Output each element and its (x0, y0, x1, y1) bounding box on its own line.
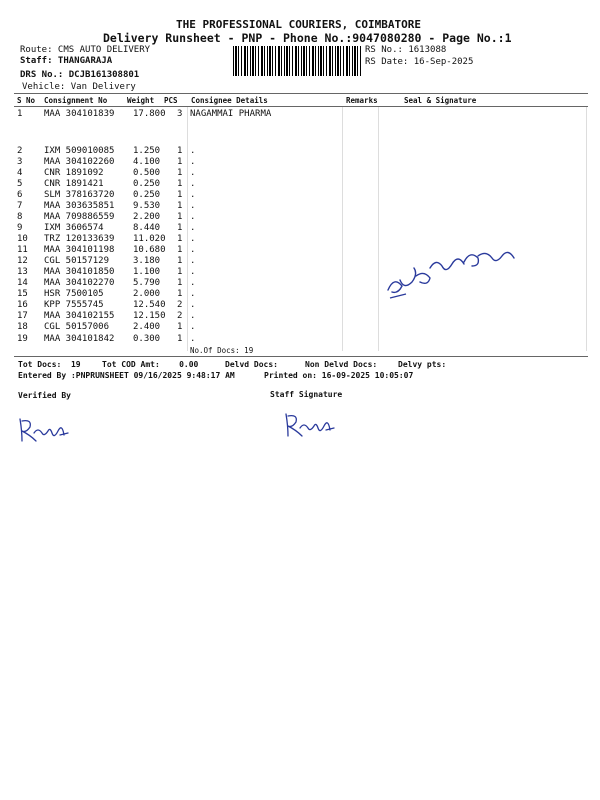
row-sno: 12 (17, 256, 28, 266)
row-consignee: . (190, 168, 196, 178)
total-docs: Tot Docs: 19 (18, 360, 81, 369)
row-pcs: 1 (177, 234, 183, 244)
row-consignee: . (190, 311, 196, 321)
row-sno: 5 (17, 179, 23, 189)
col-sno: S No (17, 96, 36, 105)
staff-signature-label: Staff Signature (270, 390, 343, 399)
row-sno: 11 (17, 245, 28, 255)
row-consignment-no: CNR 1891092 (44, 168, 104, 178)
table-header (0, 96, 600, 106)
table-row (0, 109, 600, 120)
row-consignment-no: TRZ 120133639 (44, 234, 115, 244)
row-sno: 18 (17, 322, 28, 332)
table-row (0, 190, 600, 201)
row-pcs: 1 (177, 168, 183, 178)
row-sno: 1 (17, 109, 23, 119)
row-consignee: . (190, 223, 196, 233)
row-consignee: . (190, 190, 196, 200)
row-pcs: 1 (177, 267, 183, 277)
total-cod-amount: Tot COD Amt: 0.00 (102, 360, 199, 369)
row-consignee: . (190, 278, 196, 288)
row-sno: 7 (17, 201, 23, 211)
non-delivered-docs: Non Delvd Docs: (305, 360, 378, 369)
delivery-points: Delvy pts: (398, 360, 447, 369)
header-top-rule (14, 93, 588, 94)
row-consignment-no: CGL 50157129 (44, 256, 110, 266)
row-pcs: 1 (177, 256, 183, 266)
row-pcs: 1 (177, 223, 183, 233)
row-consignment-no: MAA 304102260 (44, 157, 115, 167)
row-pcs: 1 (177, 146, 183, 156)
staff-label: Staff: THANGARAJA (20, 56, 113, 66)
row-sno: 6 (17, 190, 23, 200)
row-consignee: . (190, 212, 196, 222)
verifier-signature (16, 415, 76, 445)
row-weight: 2.000 (133, 289, 161, 299)
row-weight: 11.020 (133, 234, 166, 244)
table-bottom-rule (14, 356, 588, 357)
delivered-docs: Delvd Docs: (225, 360, 278, 369)
row-weight: 1.250 (133, 146, 161, 156)
row-consignment-no: HSR 7500105 (44, 289, 104, 299)
row-consignment-no: IXM 509010085 (44, 146, 115, 156)
row-weight: 12.540 (133, 300, 166, 310)
staff-signature (282, 410, 342, 440)
row-pcs: 3 (177, 109, 183, 119)
row-weight: 12.150 (133, 311, 166, 321)
row-pcs: 1 (177, 190, 183, 200)
row-sno: 17 (17, 311, 28, 321)
row-consignment-no: MAA 709886559 (44, 212, 115, 222)
row-pcs: 1 (177, 322, 183, 332)
row-weight: 17.800 (133, 109, 166, 119)
row-pcs: 1 (177, 157, 183, 167)
row-pcs: 1 (177, 179, 183, 189)
row-sno: 3 (17, 157, 23, 167)
runsheet-subtitle: Delivery Runsheet - PNP - Phone No.:9047080280 - Page No.:1 (103, 31, 512, 45)
route-label: Route: CMS AUTO DELIVERY (20, 45, 151, 55)
company-title: THE PROFESSIONAL COURIERS, COIMBATORE (176, 18, 422, 31)
row-weight: 3.180 (133, 256, 161, 266)
row-consignment-no: MAA 304101850 (44, 267, 115, 277)
row-consignee: . (190, 234, 196, 244)
barcode-image (233, 46, 361, 76)
col-consignee: Consignee Details (191, 96, 268, 105)
row-consignee: . (190, 267, 196, 277)
verified-by-label: Verified By (18, 391, 71, 400)
row-consignment-no: MAA 304102270 (44, 278, 115, 288)
row-weight: 0.250 (133, 190, 161, 200)
table-row (0, 212, 600, 223)
row-weight: 1.100 (133, 267, 161, 277)
row-consignee: . (190, 289, 196, 299)
drs-number: DRS No.: DCJB161308801 (20, 70, 140, 80)
row-pcs: 1 (177, 245, 183, 255)
row-sno: 10 (17, 234, 28, 244)
row-pcs: 2 (177, 300, 183, 310)
row-consignment-no: MAA 304101842 (44, 334, 115, 344)
row-consignee: . (190, 300, 196, 310)
table-row (0, 168, 600, 179)
row-consignee: . (190, 256, 196, 266)
no-of-docs: No.Of Docs: 19 (190, 346, 254, 355)
row-consignment-no: SLM 378163720 (44, 190, 115, 200)
row-consignment-no: MAA 304101198 (44, 245, 115, 255)
row-consignment-no: CNR 1891421 (44, 179, 104, 189)
rs-number: RS No.: 1613088 (365, 45, 447, 55)
col-remarks: Remarks (346, 96, 378, 105)
row-sno: 16 (17, 300, 28, 310)
row-sno: 4 (17, 168, 23, 178)
row-consignee: . (190, 201, 196, 211)
handwritten-remark-signature (380, 228, 530, 308)
table-row (0, 157, 600, 168)
row-consignee: . (190, 334, 196, 344)
table-row (0, 179, 600, 190)
entered-by: Entered By :PNPRUNSHEET 09/16/2025 9:48:17 AM (18, 371, 235, 380)
row-weight: 4.100 (133, 157, 161, 167)
row-weight: 0.300 (133, 334, 161, 344)
header-bottom-rule (14, 106, 588, 107)
row-sno: 14 (17, 278, 28, 288)
row-consignee: . (190, 157, 196, 167)
row-weight: 10.680 (133, 245, 166, 255)
row-pcs: 1 (177, 278, 183, 288)
row-weight: 2.400 (133, 322, 161, 332)
col-signature: Seal & Signature (404, 96, 477, 105)
rs-date: RS Date: 16-Sep-2025 (365, 57, 474, 67)
row-consignee: . (190, 179, 196, 189)
table-row (0, 322, 600, 333)
row-weight: 8.440 (133, 223, 161, 233)
row-sno: 9 (17, 223, 23, 233)
row-consignee: . (190, 322, 196, 332)
row-consignee: . (190, 146, 196, 156)
row-sno: 19 (17, 334, 28, 344)
row-weight: 0.250 (133, 179, 161, 189)
row-weight: 2.200 (133, 212, 161, 222)
col-pcs: PCS (164, 96, 178, 105)
row-sno: 15 (17, 289, 28, 299)
table-row (0, 334, 600, 345)
row-pcs: 1 (177, 289, 183, 299)
row-sno: 2 (17, 146, 23, 156)
row-pcs: 1 (177, 201, 183, 211)
table-row (0, 201, 600, 212)
row-sno: 13 (17, 267, 28, 277)
vehicle-label: Vehicle: Van Delivery (22, 82, 136, 92)
col-consignment: Consignment No (44, 96, 108, 105)
row-consignee: . (190, 245, 196, 255)
row-consignment-no: MAA 304102155 (44, 311, 115, 321)
row-weight: 9.530 (133, 201, 161, 211)
row-sno: 8 (17, 212, 23, 222)
row-consignee: NAGAMMAI PHARMA (190, 109, 272, 119)
col-weight: Weight (127, 96, 155, 105)
row-consignment-no: IXM 3606574 (44, 223, 104, 233)
row-consignment-no: KPP 7555745 (44, 300, 104, 310)
row-consignment-no: CGL 50157006 (44, 322, 110, 332)
table-row (0, 146, 600, 157)
row-consignment-no: MAA 303635851 (44, 201, 115, 211)
row-consignment-no: MAA 304101839 (44, 109, 115, 119)
row-pcs: 2 (177, 311, 183, 321)
row-weight: 0.500 (133, 168, 161, 178)
row-weight: 5.790 (133, 278, 161, 288)
table-row (0, 311, 600, 322)
printed-on: Printed on: 16-09-2025 10:05:07 (264, 371, 414, 380)
row-pcs: 1 (177, 212, 183, 222)
row-pcs: 1 (177, 334, 183, 344)
